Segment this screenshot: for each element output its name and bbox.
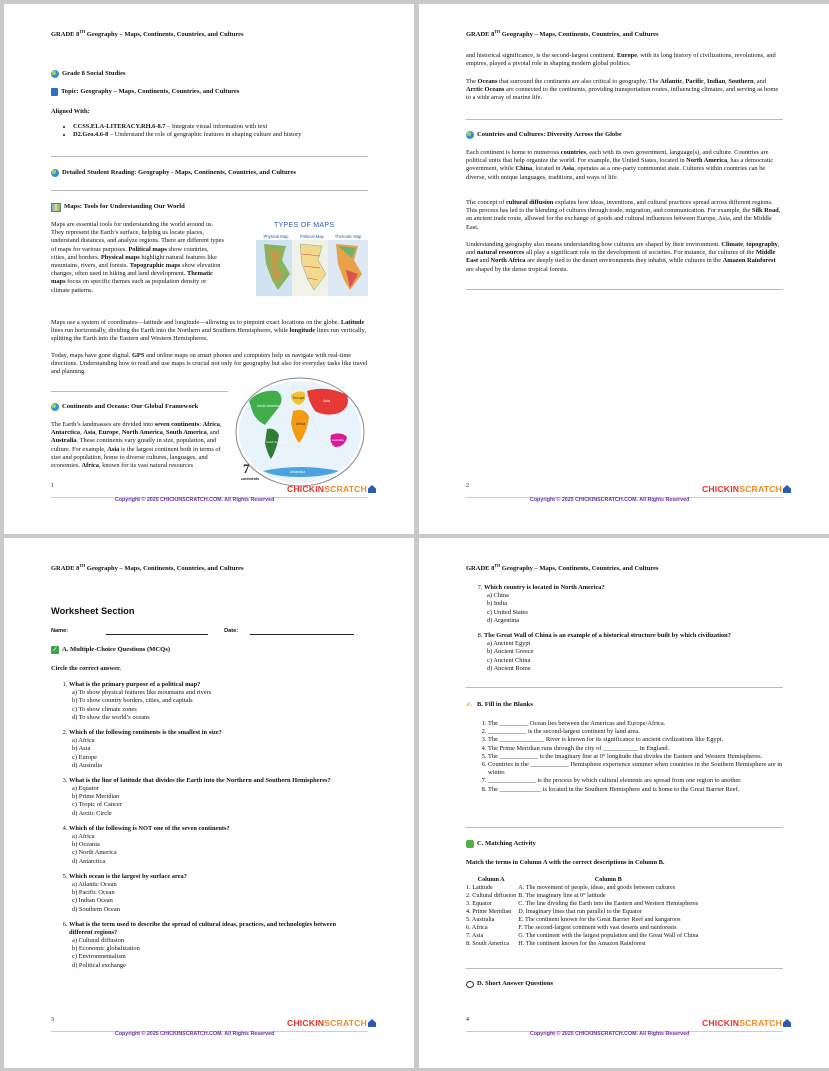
column-b-description: F. The second-largest continent with vast deserts and rainforests [518, 923, 677, 931]
page-4 [419, 538, 829, 1068]
answer-option[interactable]: a) Atlantic Ocean [72, 880, 117, 888]
column-b-description: G. The continent with the largest population and the Great Wall of China [518, 931, 699, 939]
column-a-term: 1. Latitude [466, 883, 493, 891]
page-header [51, 29, 244, 39]
mcq-question [484, 584, 783, 625]
puzzle-icon [466, 840, 474, 848]
globe-icon [51, 169, 59, 177]
book-icon [51, 88, 58, 96]
page-number: 2 [466, 483, 469, 490]
world-continents-map [235, 377, 365, 487]
page-number: 4 [466, 1017, 469, 1024]
name-date-row [51, 628, 368, 635]
question-text: 5. Which ocean is the largest by surface area? [69, 872, 187, 880]
page-3 [4, 538, 414, 1068]
house-icon [783, 1019, 791, 1027]
fill-blank-item[interactable]: 5. The ____________ is the imaginary line at 0° longitude that divides the Eastern and Western Hemispheres. [488, 753, 783, 761]
answer-option[interactable]: a) Equator [72, 785, 99, 793]
aligned-label: Aligned With: [51, 108, 90, 115]
answer-option[interactable]: c) Tropic of Cancer [72, 801, 122, 809]
label-continents: continents [241, 477, 260, 481]
column-a-term: 7. Asia [466, 931, 484, 939]
standard-item: • D2.Geo.4.6-8 – Understand the role of geographic features in shaping culture and history [73, 131, 368, 139]
column-b-description: D. Imaginary lines that run parallel to the Equator [518, 907, 642, 915]
thematic-map-thumb: Thematic Map [328, 234, 368, 298]
answer-option[interactable]: a) Cultural diffusion [72, 937, 125, 945]
answer-option[interactable]: c) North America [72, 849, 117, 857]
answer-option[interactable]: a) To show physical features like mountains and rivers [72, 689, 212, 697]
house-icon [368, 1019, 376, 1027]
column-a-term: 5. Australia [466, 915, 495, 923]
matching-row [466, 892, 700, 900]
answer-option[interactable]: a) Ancient Egypt [487, 640, 531, 648]
copyright: Copyright © 2025 CHICKINSCRATCH.COM. All Rights Reserved [115, 497, 275, 504]
map-icon [51, 203, 61, 212]
label-north-america: North America [257, 404, 280, 408]
political-map-thumb: Political Map [292, 234, 332, 298]
mcq-title: ✓ A. Multiple-Choice Questions (MCQs) [52, 646, 171, 654]
question-text: 4. Which of the following is NOT one of the seven continents? [69, 824, 230, 832]
answer-option[interactable]: b) Prime Meridian [72, 793, 120, 801]
divider [51, 190, 368, 191]
page-header: GRADE 8TH Geography – Maps, Continents, Countries, and Cultures [51, 563, 244, 573]
fill-blank-item[interactable]: 8. The _____________ is located in the Southern Hemisphere and is home to the Great Barrier Reef. [488, 786, 783, 794]
divider [466, 827, 783, 828]
worksheet-title: Worksheet Section [51, 606, 135, 616]
copyright: Copyright © 2025 CHICKINSCRATCH.COM. All Rights Reserved [530, 1031, 690, 1038]
matching-row [466, 932, 700, 940]
question-text: 1. What is the primary purpose of a political map? [69, 681, 201, 688]
column-b-description: C. The line dividing the Earth into the Eastern and Western Hemispheres [518, 899, 699, 907]
oceans-paragraph: The Oceans that surround the continents are also critical to geography. The Atlantic, Pacific, Indian, Southern, and Arctic Oceans are connected to the continents, providing transportation routes, influencing climates, and serving as home to a wide array of marine life. [466, 78, 779, 102]
answer-option[interactable]: d) Australia [72, 761, 102, 769]
chickinscratch-logo: CHICKINSCRATCH [702, 1018, 791, 1029]
answer-option[interactable]: b) Oceania [72, 841, 100, 849]
column-b-description: B. The imaginary line at 0° latitude [518, 891, 606, 899]
mcq-question [69, 681, 348, 722]
answer-option[interactable]: c) United States [487, 608, 528, 616]
matching-row [466, 916, 700, 924]
mcq-question [484, 632, 783, 673]
fill-blank-item[interactable]: 7. _______________ is the process by which cultural elements are spread from one region to another. [488, 777, 783, 785]
matching-row [466, 884, 700, 892]
speech-bubble-icon [466, 981, 474, 988]
matching-row [466, 908, 700, 916]
fill-title: ✍ B. Fill in the Blanks [466, 701, 533, 710]
column-a-term: 6. Africa [466, 923, 488, 931]
column-b-description: H. The continent known for the Amazon Rainforest [518, 939, 646, 947]
answer-option[interactable]: c) Ancient China [487, 656, 531, 664]
label-africa: Africa [296, 422, 306, 426]
mcq-question [69, 921, 348, 970]
fill-blank-item[interactable]: 3. The ______________ River is known for its significance to ancient civilizations like Egypt. [488, 736, 783, 744]
label-antarctica: Antarctica [290, 470, 306, 474]
fill-blank-item[interactable]: 2. ____________ is the second-largest continent by land area. [488, 728, 783, 736]
maps-title: Maps: Tools for Understanding Our World [51, 203, 368, 212]
name-field[interactable] [106, 628, 208, 635]
mcq-list-continued [466, 584, 783, 673]
question-text: 6. What is the term used to describe the spread of cultural ideas, practices, and technologies between different regions? [69, 920, 337, 936]
label-australia: Australia [332, 438, 344, 442]
answer-option[interactable]: a) Africa [72, 737, 95, 745]
fill-blank-item[interactable]: 4. The Prime Meridian runs through the city of ___________ in England. [488, 745, 783, 753]
page-2 [419, 4, 829, 534]
answer-option[interactable]: d) Arctic Circle [72, 809, 112, 817]
standards-list [51, 123, 368, 139]
checkmark-icon: ✓ [52, 646, 58, 654]
page2-paragraph-1: and historical significance, is the second-largest continent. Europe, with its long history of civilizations, revolutions, and empires, played a pivotal role in shaping modern global politics. [466, 52, 776, 68]
globe-icon [466, 131, 474, 139]
page-number: 3 [51, 1017, 54, 1024]
divider [466, 968, 783, 969]
date-field[interactable] [250, 628, 354, 635]
match-title: C. Matching Activity [466, 840, 783, 848]
column-b-description: A. The movement of people, ideas, and goods between cultures [518, 883, 676, 891]
col-b-head: Column B [594, 876, 622, 883]
label-europe: Europe [293, 396, 305, 400]
match-instruction: Match the terms in Column A with the correct descriptions in Column B. [466, 859, 665, 866]
answer-option[interactable]: d) Ancient Rome [487, 664, 531, 672]
house-icon [368, 485, 376, 493]
mcq-list [51, 681, 348, 970]
label-asia: Asia [323, 399, 330, 403]
label-south-america: South America [266, 440, 286, 444]
copyright: Copyright © 2025 CHICKINSCRATCH.COM. All Rights Reserved [530, 497, 690, 504]
answer-option[interactable]: b) Pacific Ocean [72, 889, 115, 897]
maps-paragraph-1: Maps are essential tools for understanding the world around us. They represent the Earth’s surface, helping us locate places, understand distances, and analyze regions. There are different types of maps for various purposes. Political maps show countries, cities, and borders. Physical maps highlight natural features like mountains, rivers, and forests. Topographic maps show elevation changes, often used in hiking and land development. Thematic maps focus on specific themes such as population density or climate patterns. [51, 221, 224, 294]
matching-table [466, 876, 700, 947]
page-header: GRADE 8TH Geography – Maps, Continents, Countries, and Cultures [466, 29, 659, 39]
pencil-icon: ✍ [466, 701, 472, 710]
answer-option[interactable]: d) Political exchange [72, 961, 126, 969]
answer-option[interactable]: b) Ancient Greece [487, 648, 534, 656]
mcq-question [69, 873, 348, 914]
answer-option[interactable]: c) Indian Ocean [72, 897, 113, 905]
house-icon [783, 485, 791, 493]
answer-option[interactable]: d) Southern Ocean [72, 905, 120, 913]
header-sup: TH [79, 29, 86, 34]
answer-option[interactable]: a) China [487, 592, 509, 600]
header-grade: GRADE 8 [51, 31, 80, 39]
answer-option[interactable]: b) Asia [72, 745, 91, 753]
name-label: Name: [51, 628, 69, 634]
maps-paragraph-2: Maps use a system of coordinates—latitude and longitude—allowing us to pinpoint exact locations on the globe. Latitude lines run horizontally, dividing the Earth into the Northern and Southern Hemispheres, while longitude lines run vertically, splitting the Earth into the Eastern and Western Hemispheres. [51, 319, 366, 343]
countries-paragraph: Each continent is home to numerous countries, each with its own government, language(s), and culture. Countries are political units that help organize the world. For example, the United States, located in North America, has a democratic government, while China, located in Asia, operates as a one-party communist state. Cultures within countries can be diverse, with unique languages, traditions, and ways of life. [466, 149, 774, 181]
answer-option[interactable]: d) Antarctica [72, 857, 106, 865]
column-a-term: 3. Equator [466, 899, 492, 907]
label-seven: 7 [243, 461, 250, 476]
instruction: Circle the correct answer. [51, 665, 121, 672]
map-types-figure [256, 222, 368, 302]
question-text: 7. Which country is located in North America? [484, 584, 605, 591]
divider [466, 289, 783, 290]
diffusion-paragraph: The concept of cultural diffusion explains how ideas, inventions, and cultural practices spread across different regions. This process has led to the blending of cultures through trade, migration, and communication. For example, the Silk Road, an ancient trade route, allowed for the exchange of goods and cultural influences between Europe, Asia, and the Middle East. [466, 199, 781, 231]
fill-blank-item[interactable]: 1. The _________ Ocean lies between the Americas and Europe/Africa. [488, 720, 783, 728]
chickinscratch-logo: CHICKINSCRATCH [287, 484, 376, 495]
column-a-term: 4. Prime Meridian [466, 907, 512, 915]
globe-icon [51, 70, 59, 78]
matching-row [466, 900, 700, 908]
column-a-term: 2. Cultural diffusion [466, 891, 517, 899]
fill-blanks-list [466, 720, 783, 794]
fill-blank-item[interactable]: 6. Countries in the ____________ Hemisphere experience summer when countries in the Southern Hemisphere are in winter. [488, 761, 783, 777]
page-1 [4, 4, 414, 534]
copyright: Copyright © 2025 CHICKINSCRATCH.COM. All Rights Reserved [115, 1031, 275, 1038]
answer-option[interactable]: c) Environmentalism [72, 953, 126, 961]
continents-title: Continents and Oceans: Our Global Framework [51, 403, 368, 411]
page-header: GRADE 8TH Geography – Maps, Continents, Countries, and Cultures [466, 563, 659, 573]
answer-option[interactable]: c) Europe [72, 753, 98, 761]
cultures-title: Countries and Cultures: Diversity Across the Globe [466, 131, 783, 139]
question-text: 2. Which of the following continents is the smallest in size? [69, 728, 222, 736]
answer-option[interactable]: d) To show the world’s oceans [72, 713, 150, 721]
answer-option[interactable]: b) India [487, 600, 508, 608]
question-text: 3. What is the line of latitude that divides the Earth into the Northern and Southern Hemispheres? [69, 776, 331, 784]
matching-row [466, 924, 700, 932]
map-types-title: TYPES OF MAPS [274, 222, 335, 229]
environment-paragraph: Understanding geography also means understanding how cultures are shaped by their environment. Climate, topography, and natural resources all play a significant role in the development of societies. For instance, the cultures of the Middle East and North Africa are deeply tied to the desert environments they inhabit, while cultures in the Amazon Rainforest are shaped by the dense tropical forests. [466, 241, 780, 273]
answer-option[interactable]: b) To show country borders, cities, and capitals [72, 697, 193, 705]
col-a-head: Column A [477, 876, 505, 883]
continents-paragraph: The Earth’s landmasses are divided into seven continents: Africa, Antarctica, Asia, Europe, North America, South America, and Australia. These continents vary greatly in size, population, and culture. For example, Asia is the largest continent both in terms of size and population, home to diverse cultures, languages, and economies. Africa, known for its vast natural resources [51, 421, 222, 469]
column-b-description: E. The continent known for the Great Barrier Reef and kangaroos [518, 915, 681, 923]
date-label: Date: [224, 628, 239, 634]
answer-option[interactable]: c) To show climate zones [72, 705, 137, 713]
divider [51, 156, 368, 157]
standard-item: • CCSS.ELA-LITERACY.RH.6-8.7 – Integrate visual information with text [73, 123, 368, 131]
answer-option[interactable]: a) Africa [72, 833, 95, 840]
globe-icon [51, 403, 59, 411]
mcq-question [69, 729, 348, 770]
page-number: 1 [51, 483, 54, 490]
column-a-term: 8. South America [466, 939, 510, 947]
answer-option[interactable]: b) Economic globalization [72, 945, 140, 953]
grade-label: Grade 8 Social Studies [51, 70, 368, 78]
short-answer-title: D. Short Answer Questions [466, 980, 783, 988]
divider [466, 687, 783, 688]
maps-paragraph-3: Today, maps have gone digital. GPS and online maps on smart phones and computers help us navigate with real-time directions. Understanding how to read and use maps is crucial not only for geography but also for everyday tasks like travel and planning. [51, 352, 368, 376]
matching-row [466, 940, 700, 948]
question-text: 8. The Great Wall of China is an example of a historical structure built by which civilization? [484, 631, 731, 639]
chickinscratch-logo: CHICKINSCRATCH [287, 1018, 376, 1029]
topic-label: Topic: Geography – Maps, Continents, Countries, and Cultures [51, 88, 368, 96]
mcq-question [69, 825, 348, 866]
chickinscratch-logo: CHICKINSCRATCH [702, 484, 791, 495]
divider [466, 119, 783, 120]
divider [51, 391, 228, 392]
reading-title: Detailed Student Reading: Geography - Maps, Continents, Countries, and Cultures [51, 169, 368, 177]
physical-map-thumb: Physical Map [256, 234, 296, 298]
answer-option[interactable]: d) Argentina [487, 616, 520, 624]
mcq-question [69, 777, 348, 818]
header-title: Geography – Maps, Continents, Countries, and Cultures [85, 31, 244, 39]
